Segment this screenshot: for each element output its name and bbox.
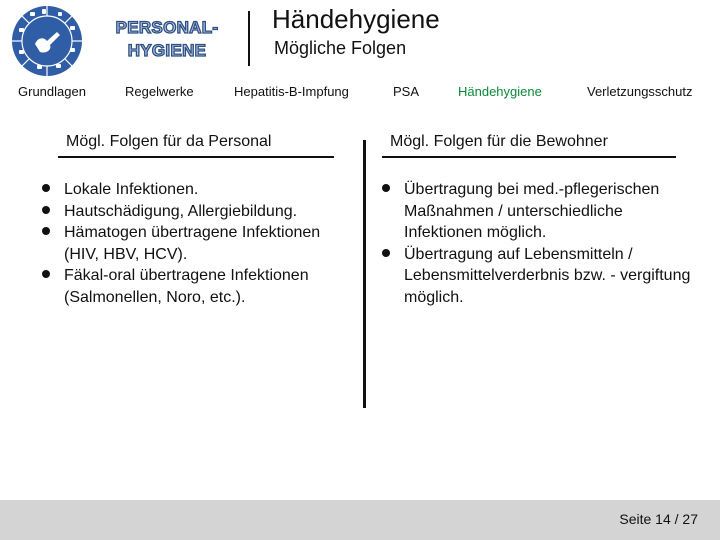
right-heading-underline: [382, 156, 676, 158]
left-bullet-list: [40, 179, 340, 308]
slide-header: [0, 0, 720, 78]
brand-line-1: PERSONAL-: [115, 18, 219, 37]
nav-item-regelwerke[interactable]: Regelwerke: [125, 84, 194, 99]
topic-nav: [0, 84, 720, 102]
brand-wordmark: [108, 16, 226, 62]
nav-item-psa[interactable]: PSA: [393, 84, 420, 99]
list-item: Fäkal-oral übertragene Infektionen (Salmonellen, Noro, etc.).: [40, 265, 340, 308]
slide-footer: [0, 500, 720, 540]
logo-emblem-icon: [10, 4, 84, 78]
nav-item-hepatitis-b-impfung[interactable]: Hepatitis-B-Impfung: [234, 84, 349, 99]
column-divider: [363, 140, 366, 408]
page-title: Händehygiene: [272, 4, 440, 34]
left-column-heading: Mögl. Folgen für da Personal: [66, 133, 272, 150]
nav-item-haendehygiene[interactable]: Händehygiene: [458, 84, 542, 99]
header-divider: [248, 11, 250, 66]
nav-item-verletzungsschutz[interactable]: Verletzungsschutz: [587, 84, 693, 99]
list-item: Hämatogen übertragene Infektionen (HIV, HBV, HCV).: [40, 222, 340, 265]
left-heading-underline: [58, 156, 334, 158]
page-number: Seite 14 / 27: [619, 511, 698, 527]
page-subtitle: Mögliche Folgen: [274, 38, 407, 58]
list-item: Übertragung bei med.-pflegerischen Maßnahmen / unterschiedliche Infektionen möglich.: [380, 179, 692, 244]
list-item: Übertragung auf Lebensmitteln / Lebensmittelverderbnis bzw. - vergiftung möglich.: [380, 244, 692, 309]
brand-line-2: HYGIENE: [127, 41, 207, 60]
nav-item-grundlagen[interactable]: Grundlagen: [18, 84, 86, 99]
right-column-heading: Mögl. Folgen für die Bewohner: [390, 133, 608, 150]
list-item: Lokale Infektionen.: [40, 179, 340, 201]
list-item: Hautschädigung, Allergiebildung.: [40, 201, 340, 223]
right-bullet-list: [380, 179, 692, 308]
